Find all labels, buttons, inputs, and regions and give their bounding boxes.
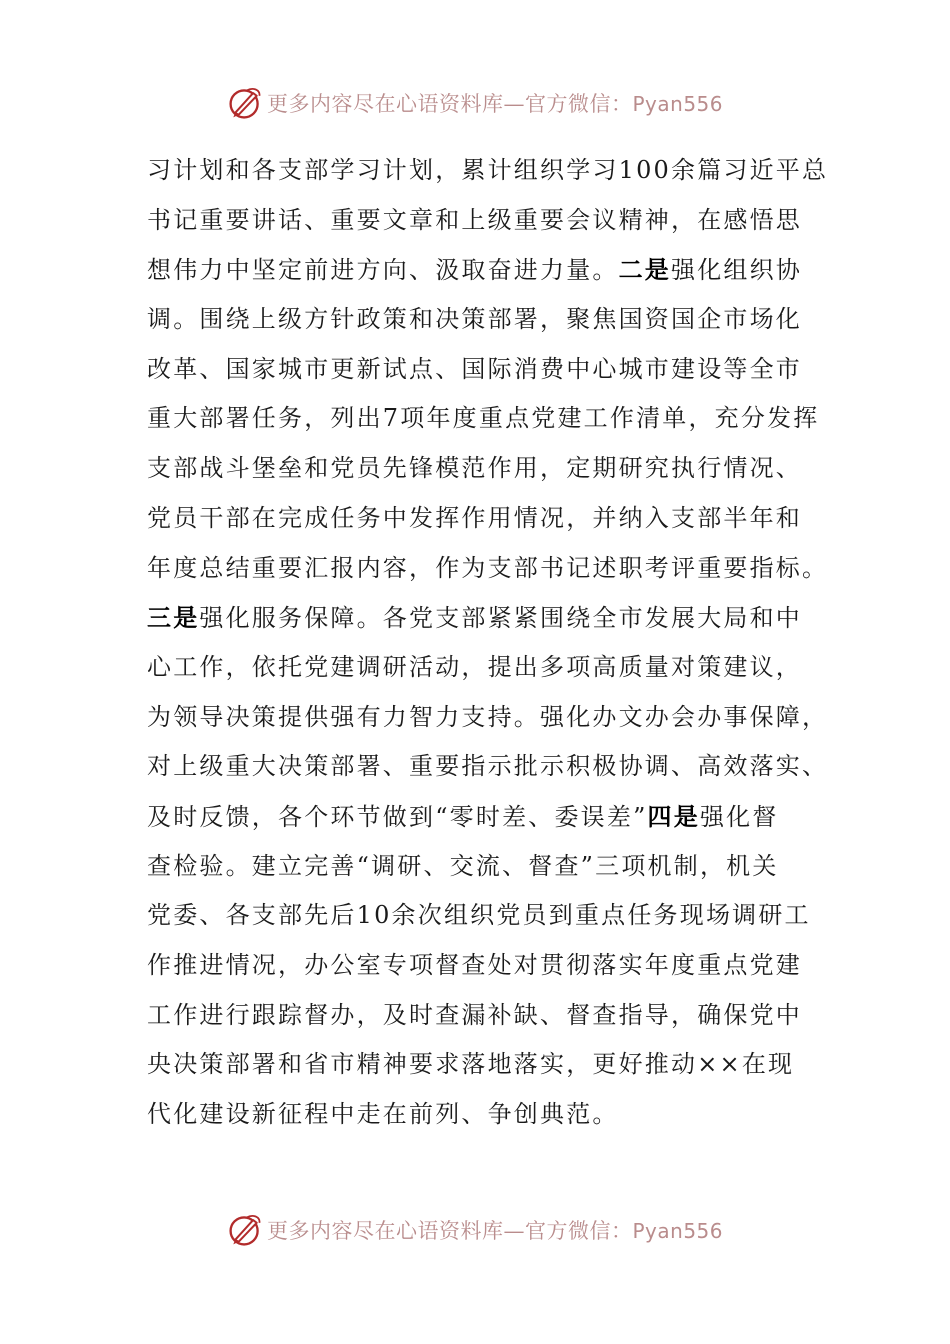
text-line: 查检验。建立完善“调研、交流、督查”三项机制，机关 [147,851,779,880]
text-line: 习计划和各支部学习计划，累计组织学习100余篇习近平总 [147,156,829,184]
banner-text [267,88,723,118]
banner-wechat-id: Pyan556 [632,92,723,116]
text-line: 对上级重大决策部署、重要指示批示积极协调、高效落实、 [147,752,829,781]
text-line: 支部战斗堡垒和党员先锋模范作用，定期研究执行情况、 [147,454,802,483]
bold-marker: 三是 [147,603,200,633]
header-banner [0,83,950,123]
text-line: 年度总结重要汇报内容，作为支部书记述职考评重要指标。 [147,553,829,582]
bold-marker: 二是 [618,255,672,285]
text-line: 改革、国家城市更新试点、国际消费中心城市建设等全市 [147,354,802,383]
text-segment: 强化服务保障。各党支部紧紧围绕全市发展大局和中 [199,604,803,633]
banner-label: 更多内容尽在心语资料库—官方微信： [266,92,633,116]
text-line: 党委、各支部先后10余次组织党员到重点任务现场调研工 [147,901,811,930]
text-line: 调。围绕上级方针政策和决策部署，聚焦国资国企市场化 [147,305,802,334]
footer-banner [0,1210,950,1250]
text-segment: 强化督 [699,802,779,831]
text-line: 央决策部署和省市精神要求落地落实，更好推动××在现 [147,1050,795,1079]
text-line: 党员干部在完成任务中发挥作用情况，并纳入支部半年和 [147,503,802,532]
text-segment: 强化组织协 [671,256,803,285]
document-body [147,146,827,1140]
text-segment: 及时反馈，各个环节做到“零时差、委误差” [147,802,648,831]
banner-label: 更多内容尽在心语资料库—官方微信： [266,1219,633,1243]
text-line: 工作进行跟踪督办，及时查漏补缺、督查指导，确保党中 [147,1000,802,1029]
text-segment: 想伟力中坚定前进方向、汲取奋进力量。 [147,256,619,285]
text-line: 为领导决策提供强有力智力支持。强化办文办会办事保障， [147,702,829,731]
text-line [147,245,827,295]
text-line: 心工作，依托党建调研活动，提出多项高质量对策建议， [147,652,802,681]
text-line: 重大部署任务，列出7项年度重点党建工作清单，充分发挥 [147,404,820,433]
pen-logo-icon [227,1212,263,1248]
pen-logo-icon [227,85,263,121]
banner-text [267,1215,723,1245]
text-line [147,593,827,643]
text-line: 代化建设新征程中走在前列、争创典范。 [147,1100,619,1129]
text-line: 书记重要讲话、重要文章和上级重要会议精神，在感悟思 [147,205,802,234]
bold-marker: 四是 [647,801,700,831]
text-line [147,792,827,842]
text-line: 作推进情况，办公室专项督查处对贯彻落实年度重点党建 [147,951,802,979]
banner-wechat-id: Pyan556 [632,1219,723,1243]
